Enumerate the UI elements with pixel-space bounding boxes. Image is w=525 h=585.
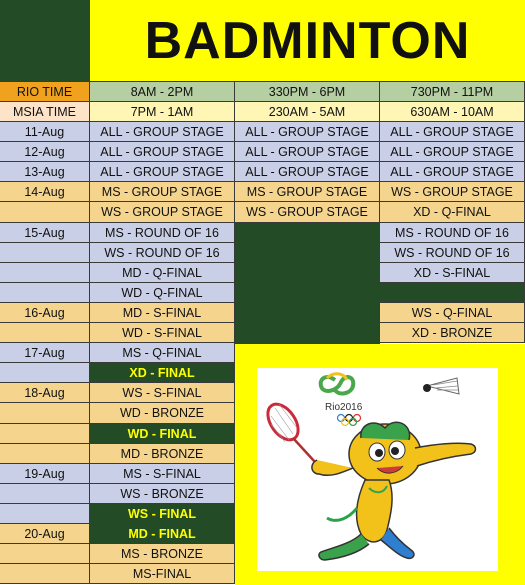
final-event-cell: WS - FINAL: [90, 504, 235, 524]
event-cell: ALL - GROUP STAGE: [90, 142, 235, 162]
date-cell: [0, 403, 90, 424]
title-banner: [90, 0, 525, 82]
slot2-empty-block: [235, 223, 380, 344]
event-cell: XD - BRONZE: [380, 323, 525, 343]
date-cell: [0, 424, 90, 444]
final-event-cell: XD - FINAL: [90, 363, 235, 383]
date-cell: [0, 263, 90, 283]
date-cell: [0, 484, 90, 504]
event-cell: WD - S-FINAL: [90, 323, 235, 343]
event-cell: MD - Q-FINAL: [90, 263, 235, 283]
event-cell: MS - ROUND OF 16: [380, 223, 525, 243]
date-cell: 13-Aug: [0, 162, 90, 182]
date-cell: 20-Aug: [0, 524, 90, 544]
event-cell: XD - Q-FINAL: [380, 202, 525, 223]
event-cell: MS - GROUP STAGE: [90, 182, 235, 202]
final-event-cell: WD - FINAL: [90, 424, 235, 444]
event-cell: MS - GROUP STAGE: [235, 182, 380, 202]
rio-time-slot-3: 730PM - 11PM: [380, 82, 525, 102]
mascot-figure: [312, 422, 476, 560]
event-cell: WD - BRONZE: [90, 403, 235, 424]
event-cell: MS - BRONZE: [90, 544, 235, 564]
event-cell: ALL - GROUP STAGE: [90, 122, 235, 142]
event-cell: WS - ROUND OF 16: [90, 243, 235, 263]
date-cell: 19-Aug: [0, 464, 90, 484]
date-cell: [0, 444, 90, 464]
event-cell: XD - S-FINAL: [380, 263, 525, 283]
msia-time-slot-3: 630AM - 10AM: [380, 102, 525, 122]
shuttlecock-icon: [423, 378, 459, 394]
rio-time-slot-2: 330PM - 6PM: [235, 82, 380, 102]
event-cell: MS-FINAL: [90, 564, 235, 584]
final-event-cell: MD - FINAL: [90, 524, 235, 544]
date-cell: 18-Aug: [0, 383, 90, 403]
event-cell: ALL - GROUP STAGE: [380, 122, 525, 142]
event-cell: WS - Q-FINAL: [380, 303, 525, 323]
date-cell: [0, 283, 90, 303]
event-cell: MS - ROUND OF 16: [90, 223, 235, 243]
date-cell: 11-Aug: [0, 122, 90, 142]
page-title: BADMINTON: [144, 11, 471, 70]
date-cell: [0, 363, 90, 383]
msia-time-label: MSIA TIME: [0, 102, 90, 122]
event-cell: WS - GROUP STAGE: [235, 202, 380, 223]
date-cell: 15-Aug: [0, 223, 90, 243]
empty-event-cell: [380, 283, 525, 303]
date-cell: [0, 202, 90, 223]
mascot-image: [257, 368, 498, 571]
event-cell: WS - BRONZE: [90, 484, 235, 504]
rio-mascot-illustration: [257, 368, 498, 571]
event-cell: WS - S-FINAL: [90, 383, 235, 403]
date-cell: [0, 243, 90, 263]
event-cell: WS - GROUP STAGE: [380, 182, 525, 202]
event-cell: ALL - GROUP STAGE: [380, 162, 525, 182]
date-cell: 14-Aug: [0, 182, 90, 202]
rio-logo-text: Rio2016: [325, 402, 363, 413]
event-cell: MD - BRONZE: [90, 444, 235, 464]
date-cell: [0, 504, 90, 524]
date-cell: [0, 564, 90, 584]
event-cell: ALL - GROUP STAGE: [90, 162, 235, 182]
event-cell: WS - ROUND OF 16: [380, 243, 525, 263]
date-cell: 17-Aug: [0, 343, 90, 363]
corner-block: [0, 0, 90, 82]
date-cell: 12-Aug: [0, 142, 90, 162]
msia-time-slot-1: 7PM - 1AM: [90, 102, 235, 122]
event-cell: WD - Q-FINAL: [90, 283, 235, 303]
date-cell: [0, 323, 90, 343]
rio-time-slot-1: 8AM - 2PM: [90, 82, 235, 102]
racket-icon: [262, 399, 315, 462]
event-cell: MD - S-FINAL: [90, 303, 235, 323]
event-cell: ALL - GROUP STAGE: [235, 122, 380, 142]
date-cell: 16-Aug: [0, 303, 90, 323]
date-cell: [0, 544, 90, 564]
rio-time-label: RIO TIME: [0, 82, 90, 102]
event-cell: MS - S-FINAL: [90, 464, 235, 484]
event-cell: ALL - GROUP STAGE: [235, 162, 380, 182]
msia-time-slot-2: 230AM - 5AM: [235, 102, 380, 122]
event-cell: ALL - GROUP STAGE: [235, 142, 380, 162]
rio-logo: [321, 374, 363, 426]
event-cell: MS - Q-FINAL: [90, 343, 235, 363]
event-cell: ALL - GROUP STAGE: [380, 142, 525, 162]
event-cell: WS - GROUP STAGE: [90, 202, 235, 223]
